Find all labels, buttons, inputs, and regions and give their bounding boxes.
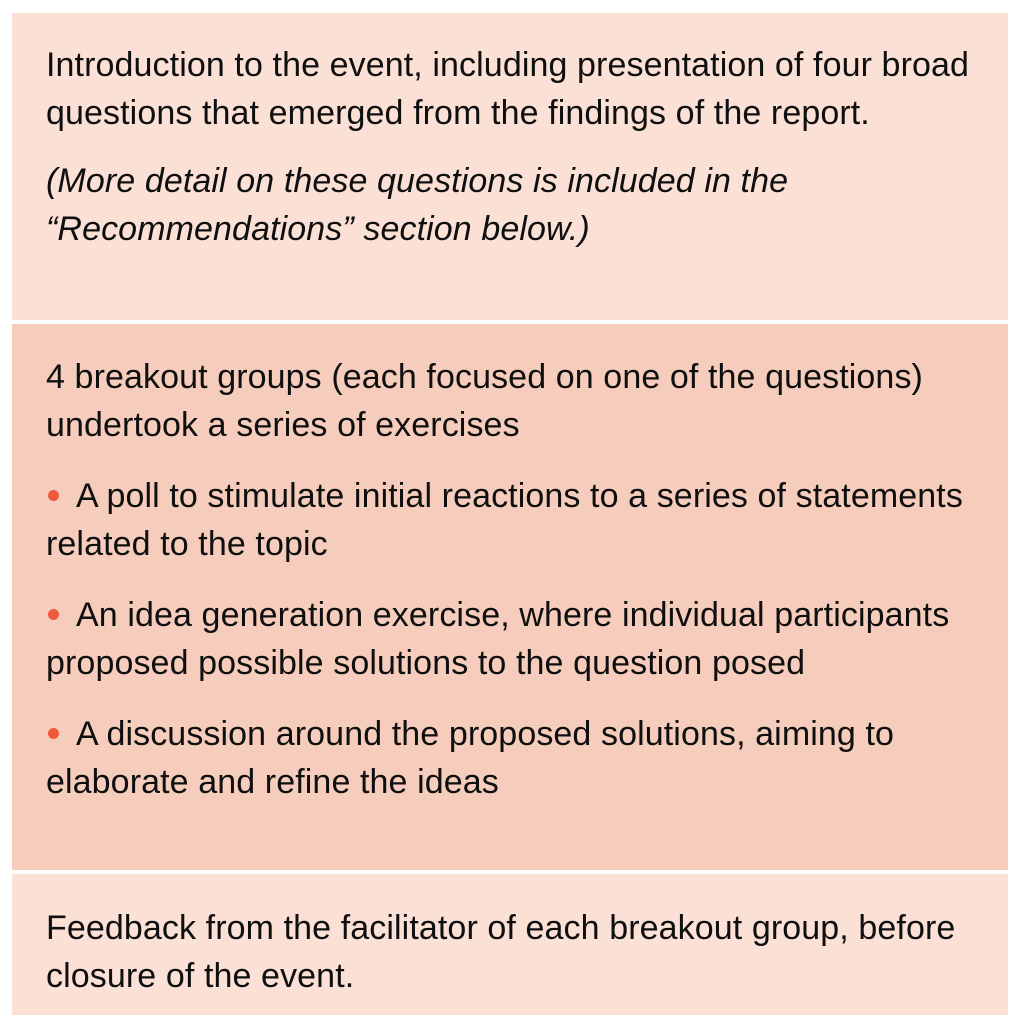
bullet-dot-icon [48, 490, 59, 501]
bullet-item-text: A poll to stimulate initial reactions to a series of statements related to the topic [46, 477, 963, 563]
bullet-item-text: A discussion around the proposed solutions, aiming to elaborate and refine the ideas [46, 715, 895, 801]
bullet-dot-icon [48, 609, 59, 620]
agenda-row-introduction [12, 13, 1008, 320]
agenda-row-breakout-groups [12, 320, 1008, 870]
agenda-row-feedback [12, 870, 1008, 1015]
introduction-text: Introduction to the event, including presentation of four broad questions that emerged from the findings of the report. [46, 46, 970, 132]
feedback-text: Feedback from the facilitator of each breakout group, before closure of the event. [46, 909, 956, 995]
breakout-groups-text: 4 breakout groups (each focused on one of the questions) undertook a series of exercises [46, 358, 923, 444]
bullet-item-text: An idea generation exercise, where individual participants proposed possible solutions to the question posed [46, 596, 950, 682]
bullet-item [46, 472, 974, 568]
bullet-item [46, 591, 974, 687]
bullet-item [46, 710, 974, 806]
event-agenda-table [12, 13, 1008, 1015]
bullet-dot-icon [48, 728, 59, 739]
recommendations-note: (More detail on these questions is included in the “Recommendations” section below.) [46, 162, 789, 248]
